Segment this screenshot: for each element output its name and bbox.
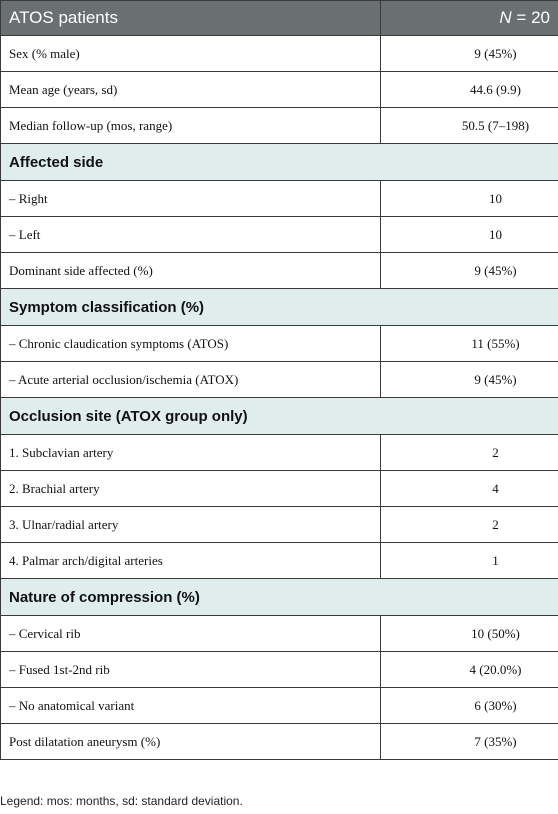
row-value: 10: [381, 217, 558, 253]
section-title: Affected side: [1, 144, 558, 181]
row-value: 10 (50%): [381, 616, 558, 652]
row-label: – Cervical rib: [1, 616, 381, 652]
row-value: 2: [381, 507, 558, 543]
row-label: – Right: [1, 181, 381, 217]
row-label: – Acute arterial occlusion/ischemia (ATOX): [1, 362, 381, 398]
table-row: [1, 36, 558, 72]
row-value: 11 (55%): [381, 326, 558, 362]
table-row: [1, 217, 558, 253]
row-label: 3. Ulnar/radial artery: [1, 507, 381, 543]
table-row: [1, 108, 558, 144]
row-label: 4. Palmar arch/digital arteries: [1, 543, 381, 579]
table-row: [1, 616, 558, 652]
row-value: 6 (30%): [381, 688, 558, 724]
row-value: 4: [381, 471, 558, 507]
table-legend: Legend: mos: months, sd: standard deviation.: [0, 794, 243, 808]
row-value: 9 (45%): [381, 253, 558, 289]
table-row: [1, 362, 558, 398]
row-label: – Fused 1st-2nd rib: [1, 652, 381, 688]
section-header-row: [1, 579, 558, 616]
header-n-symbol: N: [499, 8, 512, 27]
table-header-row: [1, 1, 558, 36]
section-header-row: [1, 289, 558, 326]
table-row: [1, 688, 558, 724]
table-row: [1, 724, 558, 760]
table-row: [1, 471, 558, 507]
table-row: [1, 326, 558, 362]
table-row: [1, 435, 558, 471]
section-title: Occlusion site (ATOX group only): [1, 398, 558, 435]
header-n-count: [381, 1, 558, 36]
table-row: [1, 181, 558, 217]
table-row: [1, 507, 558, 543]
row-label: Dominant side affected (%): [1, 253, 381, 289]
row-value: 7 (35%): [381, 724, 558, 760]
table-row: [1, 543, 558, 579]
row-value: 9 (45%): [381, 36, 558, 72]
row-value: 1: [381, 543, 558, 579]
row-label: – No anatomical variant: [1, 688, 381, 724]
section-header-row: [1, 398, 558, 435]
table-row: [1, 253, 558, 289]
row-value: 10: [381, 181, 558, 217]
row-label: Median follow-up (mos, range): [1, 108, 381, 144]
row-value: 4 (20.0%): [381, 652, 558, 688]
header-n-value: = 20: [511, 8, 550, 27]
row-value: 9 (45%): [381, 362, 558, 398]
row-label: – Chronic claudication symptoms (ATOS): [1, 326, 381, 362]
section-header-row: [1, 144, 558, 181]
row-label: Post dilatation aneurysm (%): [1, 724, 381, 760]
section-title: Nature of compression (%): [1, 579, 558, 616]
row-label: 2. Brachial artery: [1, 471, 381, 507]
row-value: 2: [381, 435, 558, 471]
table-body: [1, 36, 558, 760]
table-row: [1, 72, 558, 108]
row-label: 1. Subclavian artery: [1, 435, 381, 471]
row-label: Mean age (years, sd): [1, 72, 381, 108]
table-row: [1, 652, 558, 688]
row-value: 44.6 (9.9): [381, 72, 558, 108]
row-value: 50.5 (7–198): [381, 108, 558, 144]
header-atos-patients: ATOS patients: [1, 1, 381, 36]
row-label: Sex (% male): [1, 36, 381, 72]
section-title: Symptom classification (%): [1, 289, 558, 326]
row-label: – Left: [1, 217, 381, 253]
